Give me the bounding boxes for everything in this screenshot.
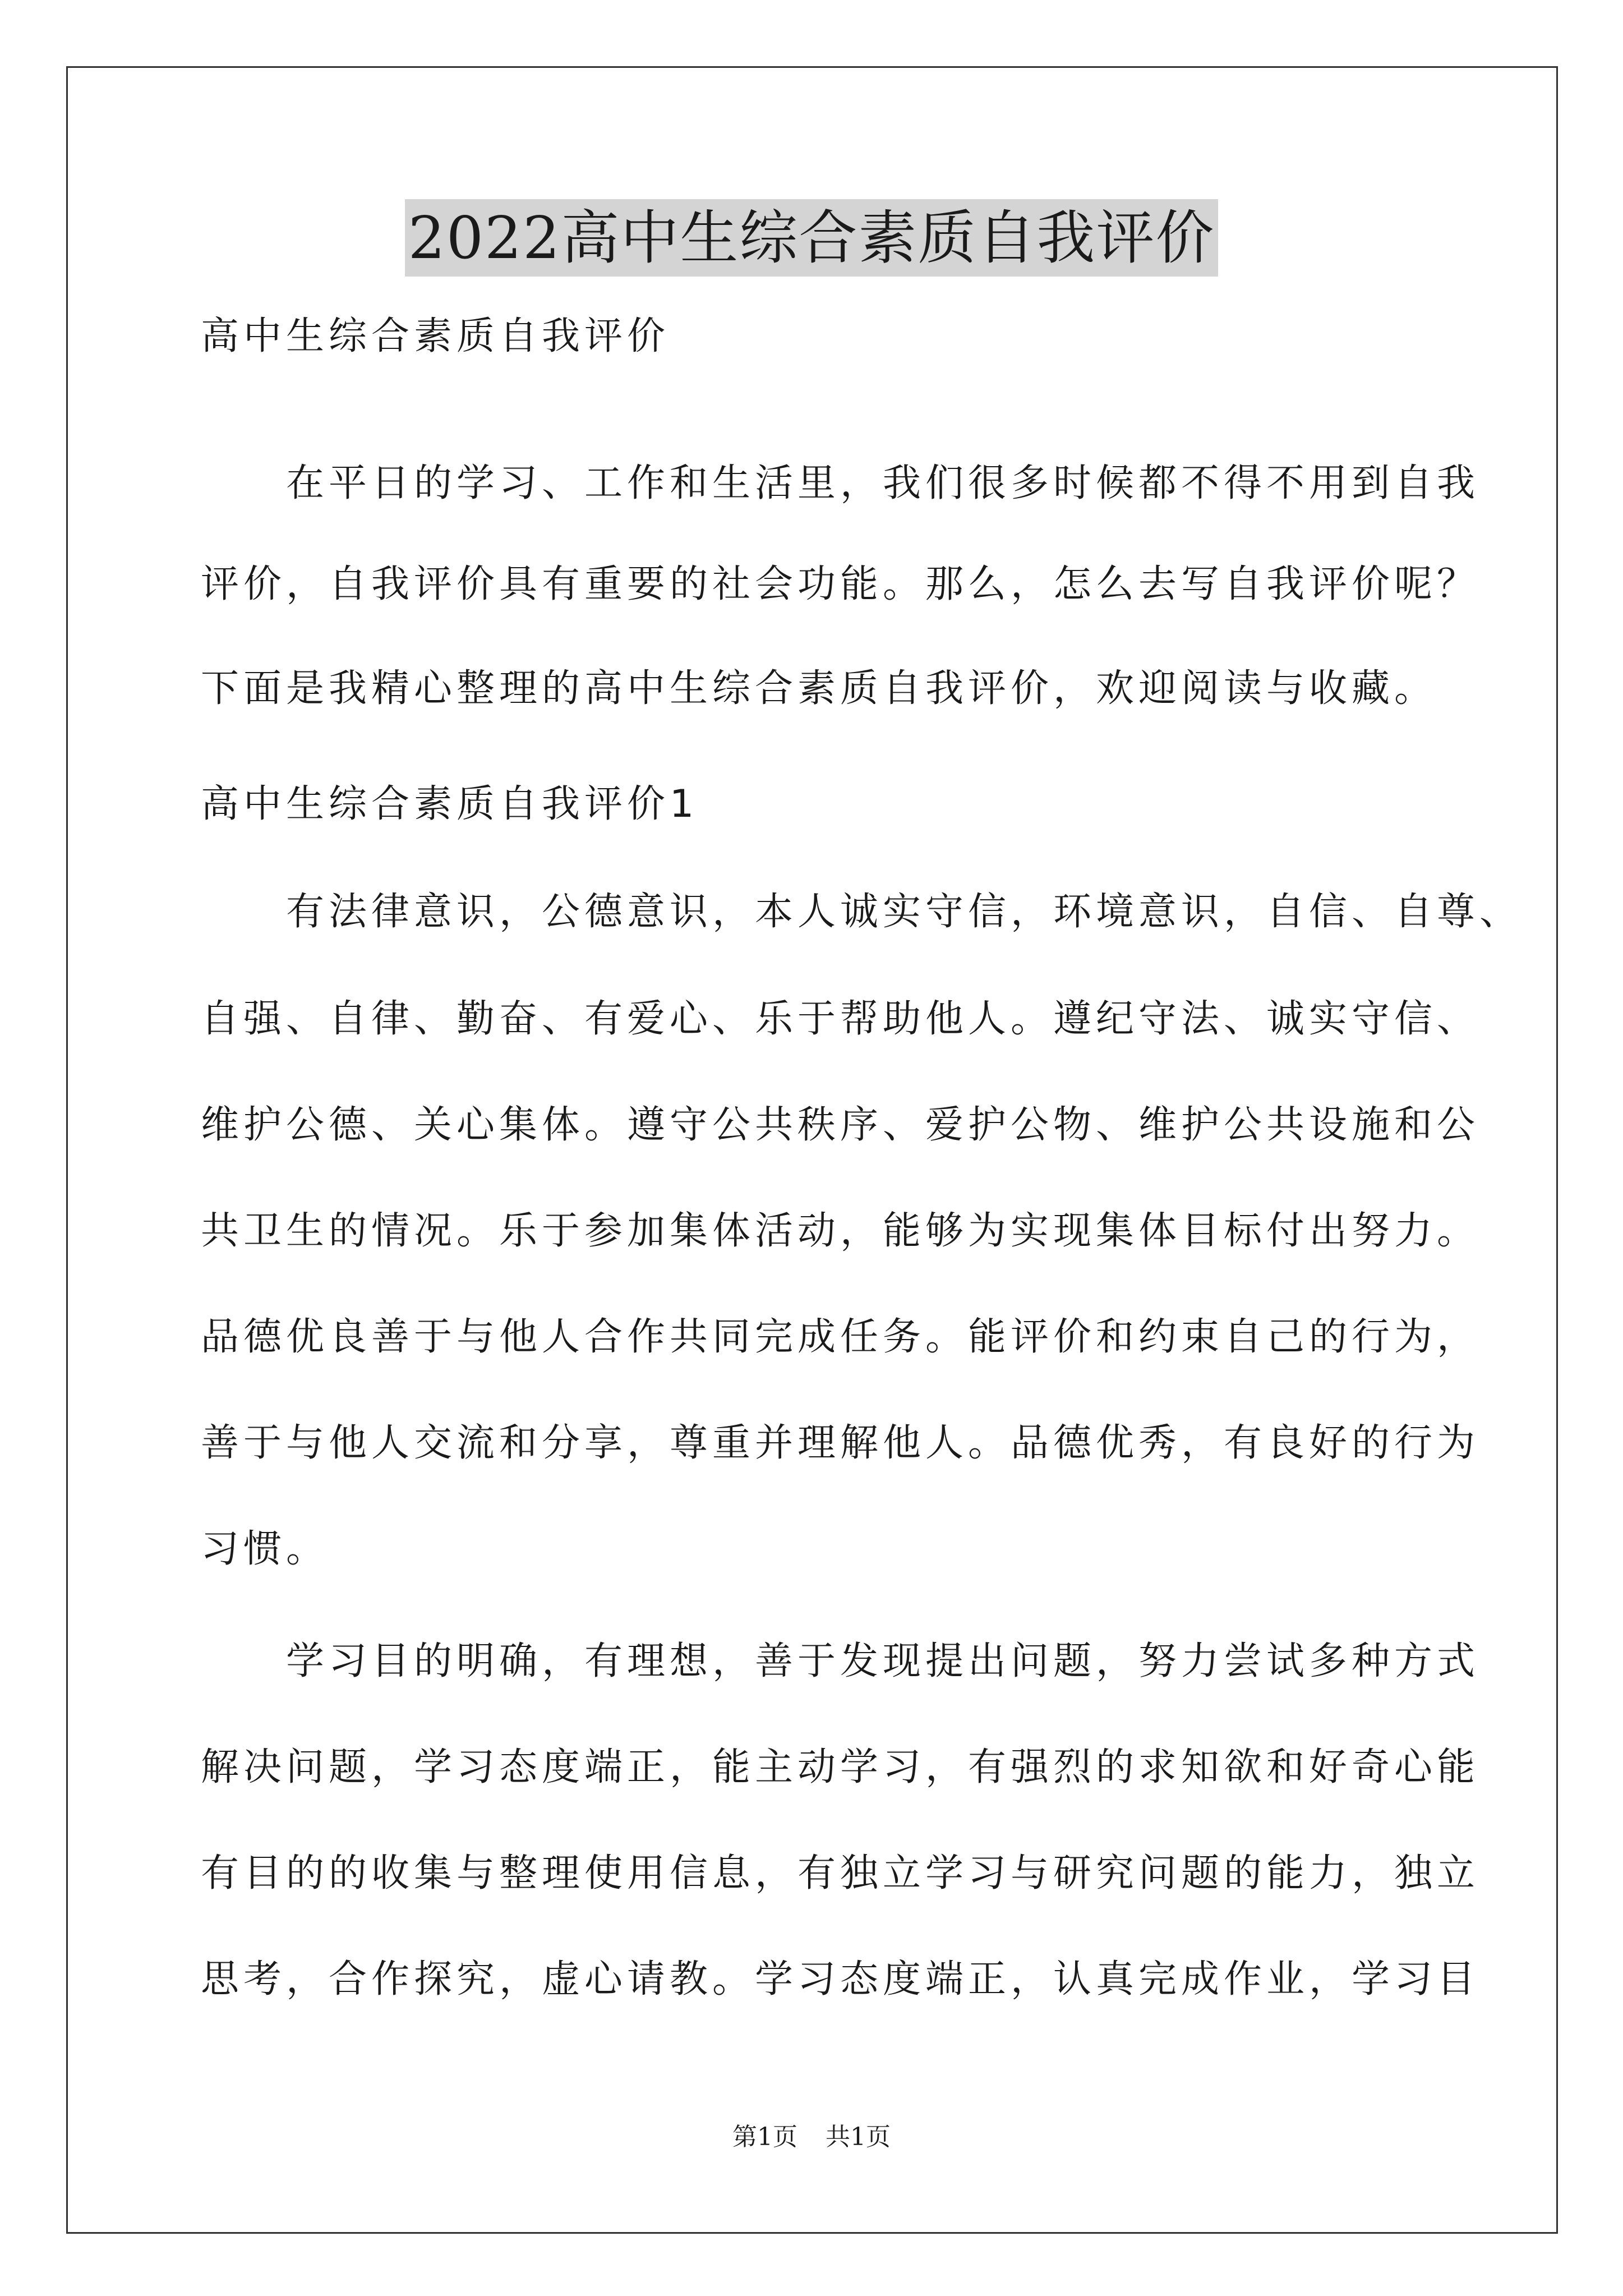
paragraph-line: 习惯。 [201, 1527, 329, 1571]
paragraph-line: 在平日的学习、工作和生活里，我们很多时候都不得不用到自我 [201, 461, 1480, 505]
paragraph-line: 有目的的收集与整理使用信息，有独立学习与研究问题的能力，独立 [201, 1851, 1480, 1895]
paragraph-line: 品德优良善于与他人合作共同完成任务。能评价和约束自己的行为， [201, 1315, 1480, 1359]
paragraph-line: 共卫生的情况。乐于参加集体活动，能够为实现集体目标付出努力。 [201, 1209, 1480, 1253]
paragraph-line: 解决问题，学习态度端正，能主动学习，有强烈的求知欲和好奇心能 [201, 1745, 1480, 1789]
page-footer [0, 2120, 1623, 2154]
paragraph-line: 学习目的明确，有理想，善于发现提出问题，努力尝试多种方式 [201, 1639, 1480, 1683]
page-border [66, 66, 1558, 2234]
paragraph-line: 下面是我精心整理的高中生综合素质自我评价，欢迎阅读与收藏。 [201, 666, 1437, 711]
page-current: 第1页 [732, 2123, 797, 2151]
paragraph-line: 维护公德、关心集体。遵守公共秩序、爱护公物、维护公共设施和公 [201, 1103, 1480, 1147]
document-title: 2022高中生综合素质自我评价 [405, 199, 1219, 277]
paragraph-line: 有法律意识，公德意识，本人诚实守信，环境意识，自信、自尊、 [201, 890, 1523, 934]
paragraph-line: 自强、自律、勤奋、有爱心、乐于帮助他人。遵纪守法、诚实守信、 [201, 997, 1480, 1041]
paragraph-line: 思考，合作探究，虚心请教。学习态度端正，认真完成作业，学习目 [201, 1957, 1480, 2001]
paragraph-line: 善于与他人交流和分享，尊重并理解他人。品德优秀，有良好的行为 [201, 1421, 1480, 1465]
section-heading: 高中生综合素质自我评价1 [201, 782, 699, 826]
title-container [0, 199, 1623, 277]
page-total: 共1页 [826, 2123, 891, 2151]
subtitle-line: 高中生综合素质自我评价 [201, 314, 670, 358]
paragraph-line: 评价，自我评价具有重要的社会功能。那么，怎么去写自我评价呢？ [201, 562, 1480, 606]
